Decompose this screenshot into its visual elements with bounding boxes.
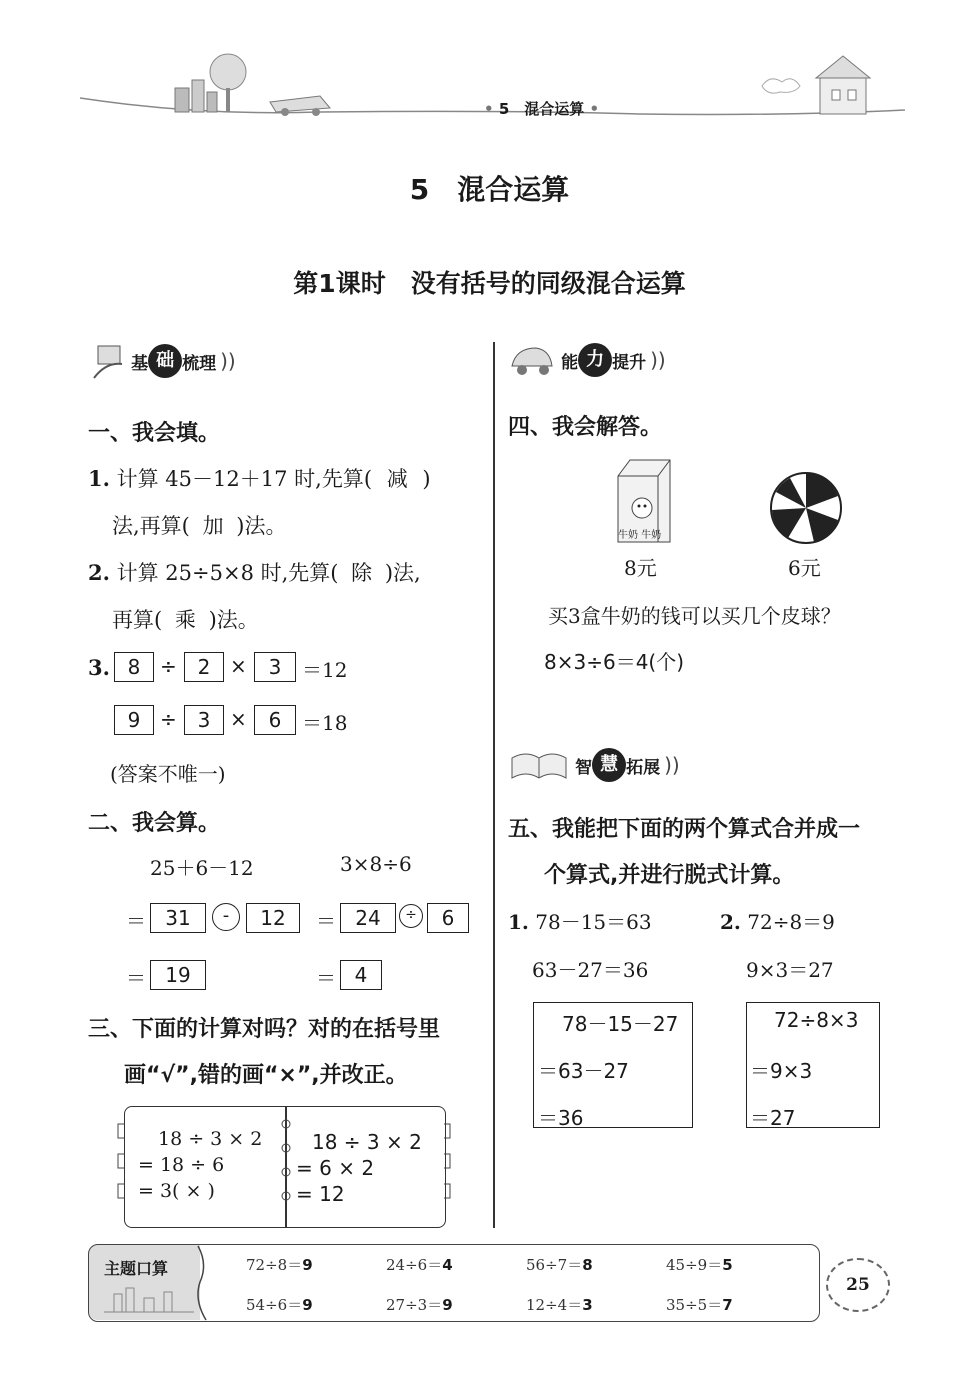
- oral-item-2: 24÷6＝4: [386, 1256, 453, 1274]
- p2-work-line1: 72÷8×3: [774, 1008, 859, 1032]
- milk-price: 8元: [624, 556, 657, 580]
- q3-row2-box3: 6: [254, 705, 296, 735]
- oral-item-3: 56÷7＝8: [526, 1256, 593, 1274]
- q2-answer1: 除: [351, 561, 373, 585]
- footer-wave-divider: [196, 1244, 210, 1322]
- q1-answer1: 减: [386, 467, 408, 491]
- lesson-title: 第1课时 没有括号的同级混合运算: [293, 269, 686, 298]
- footer-city-icon: [104, 1284, 194, 1314]
- p1-work-line2: ＝63－27: [538, 1059, 629, 1083]
- calc-a-eq1: ＝: [126, 909, 146, 933]
- page-number: 25: [826, 1258, 890, 1312]
- section4-heading: 四、我会解答。: [508, 415, 663, 440]
- word-problem-answer: 8×3÷6＝4(个): [544, 650, 685, 674]
- section5-heading: 五、我能把下面的两个算式合并成一: [508, 817, 861, 842]
- q3-row2-box2: 3: [184, 705, 224, 735]
- slide-icon: [92, 342, 126, 380]
- oral-item-8: 35÷5＝7: [666, 1296, 733, 1314]
- car-icon: [508, 342, 556, 378]
- wrong-line2: = 18 ÷ 6: [138, 1154, 225, 1176]
- milk-label: 牛奶 牛奶: [618, 530, 662, 541]
- p2-eq2: 9×3＝27: [746, 958, 834, 982]
- calc-b-box3: 4: [340, 960, 382, 990]
- dot-left-icon: •: [484, 100, 494, 118]
- open-book-icon: [508, 746, 570, 784]
- running-title: • 5 混合运算 •: [484, 100, 600, 118]
- dot-right-icon: •: [589, 100, 600, 118]
- oral-item-1: 72÷8＝9: [246, 1256, 313, 1274]
- q3-row1-mul: ×: [230, 654, 247, 678]
- wrong-line1: 18 ÷ 3 × 2: [158, 1128, 263, 1150]
- oral-item-4: 45÷9＝5: [666, 1256, 733, 1274]
- sound-wave-icon: )): [650, 348, 666, 372]
- p1-work-line3: ＝36: [538, 1106, 584, 1130]
- q3-row1-result: ＝12: [302, 658, 348, 682]
- oral-item-7: 12÷4＝3: [526, 1296, 593, 1314]
- calc-b-eq1: ＝: [316, 909, 336, 933]
- q3-row2-result: ＝18: [302, 711, 348, 735]
- ball-price: 6元: [788, 556, 821, 580]
- q1-line2: 法,再算( 加 )法。: [112, 514, 287, 538]
- correct-line3: = 12: [296, 1182, 345, 1206]
- q3-row1-box1: 8: [114, 652, 154, 682]
- oral-item-5: 54÷6＝9: [246, 1296, 313, 1314]
- column-divider: [493, 342, 495, 1228]
- badge-ability: 能 力 提升 )): [508, 342, 666, 376]
- section1-heading: 一、我会填。: [88, 421, 221, 446]
- calc-a-expr: 25＋6－12: [150, 856, 254, 880]
- q3-row1-box3: 3: [254, 652, 296, 682]
- footer-label: 主题口算: [104, 1259, 169, 1278]
- q2-line1: 2. 计算 25÷5×8 时,先算( 除 )法,: [88, 560, 421, 585]
- chapter-title: 5 混合运算: [409, 173, 570, 206]
- q3-row1-div: ÷: [160, 654, 177, 678]
- p1-work-line1: 78－15－27: [562, 1012, 679, 1036]
- word-problem: 买3盒牛奶的钱可以买几个皮球？: [548, 604, 841, 628]
- calc-a-box2: 12: [246, 903, 300, 933]
- p2-work-line3: ＝27: [750, 1106, 796, 1130]
- q3-row2-div: ÷: [160, 707, 177, 731]
- correct-line1: 18 ÷ 3 × 2: [312, 1130, 422, 1154]
- q3-number: 3.: [88, 655, 110, 680]
- calc-b-box2: 6: [427, 903, 469, 933]
- oral-item-6: 27÷3＝9: [386, 1296, 453, 1314]
- q2-line2: 再算( 乘 )法。: [112, 608, 259, 632]
- calc-a-box3: 19: [150, 960, 206, 990]
- q3-row2-mul: ×: [230, 707, 247, 731]
- q1-line1: 1. 计算 45－12＋17 时,先算( 减 ): [88, 466, 431, 491]
- correct-line2: = 6 × 2: [296, 1156, 375, 1180]
- q1-answer2: 加: [202, 514, 224, 538]
- sound-wave-icon: )): [220, 349, 236, 373]
- p2-work-line2: ＝9×3: [750, 1059, 813, 1083]
- p2-eq1: 2. 72÷8＝9: [720, 910, 835, 934]
- calc-b-op-circle: ÷: [399, 904, 423, 928]
- badge-basics: 基 础 梳理 )): [92, 342, 236, 376]
- calc-a-op-circle: -: [212, 903, 240, 931]
- calc-b-expr: 3×8÷6: [340, 852, 412, 876]
- calc-b-box1: 24: [340, 903, 396, 933]
- wrong-line3: = 3( × ): [138, 1180, 215, 1202]
- section2-heading: 二、我会算。: [88, 811, 221, 836]
- q2-answer2: 乘: [174, 608, 196, 632]
- calc-b-eq2: ＝: [316, 966, 336, 990]
- section3-heading-line2: 画“√”,错的画“×”,并改正。: [124, 1063, 408, 1088]
- badge-wisdom: 智 慧 拓展 )): [508, 746, 680, 780]
- p1-eq1: 1. 78－15＝63: [508, 910, 652, 934]
- calc-a-box1: 31: [150, 903, 206, 933]
- q3-row2-box1: 9: [114, 705, 154, 735]
- calc-a-eq2: ＝: [126, 966, 146, 990]
- section3-heading: 三、下面的计算对吗？对的在括号里: [88, 1017, 441, 1042]
- q3-note: (答案不唯一): [110, 762, 226, 786]
- p1-eq2: 63－27＝36: [532, 958, 649, 982]
- sound-wave-icon: )): [664, 753, 680, 777]
- q3-row1-box2: 2: [184, 652, 224, 682]
- section5-heading-line2: 个算式,并进行脱式计算。: [544, 863, 795, 888]
